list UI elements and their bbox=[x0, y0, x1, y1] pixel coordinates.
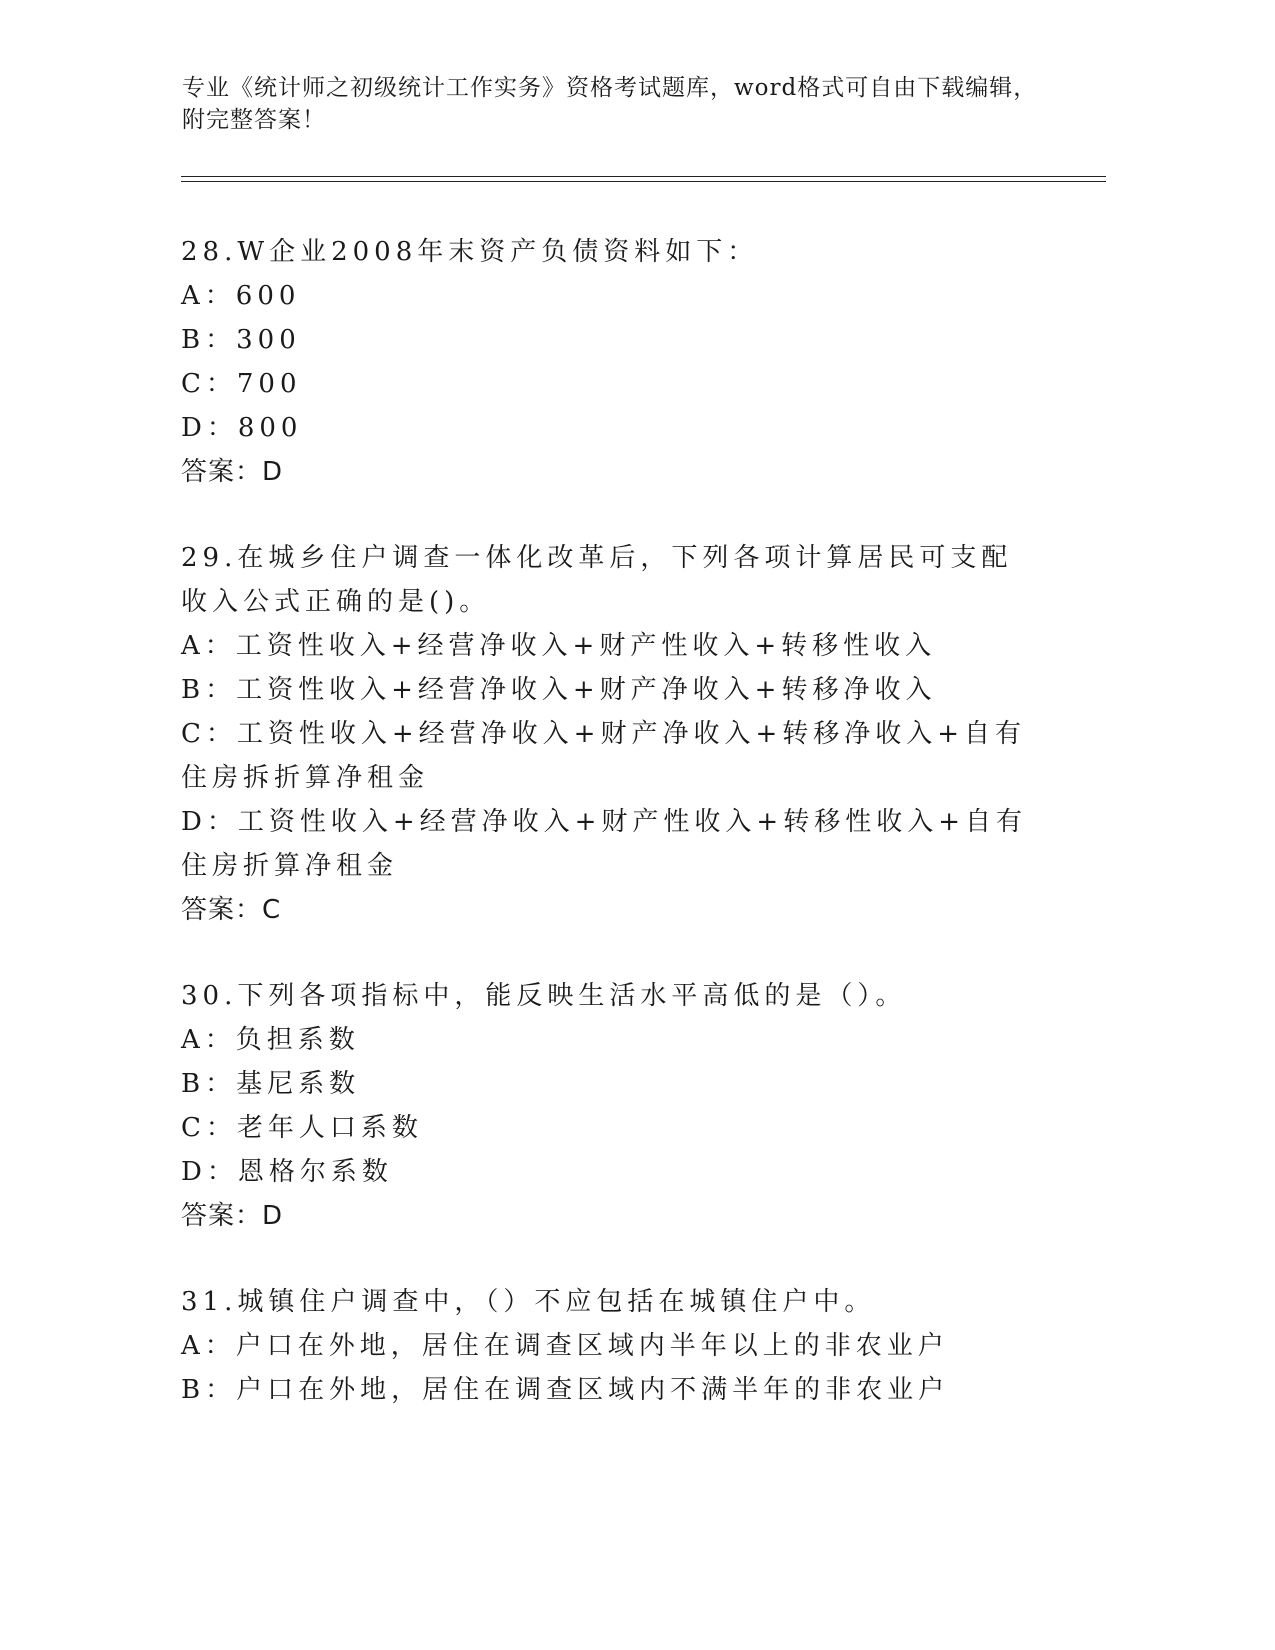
question-stem: 28.W企业2008年末资产负债资料如下： bbox=[181, 237, 759, 267]
option-c: C：工资性收入+经营净收入+财产净收入+转移净收入+自有住房拆折算净租金 bbox=[181, 719, 1027, 793]
option-b: B：基尼系数 bbox=[181, 1069, 361, 1099]
option-d: D：800 bbox=[181, 413, 303, 443]
header-line-1: 专业《统计师之初级统计工作实务》资格考试题库，word格式可自由下载编辑， bbox=[182, 75, 1038, 101]
question-stem: 30.下列各项指标中，能反映生活水平高低的是（）。 bbox=[181, 981, 907, 1011]
question-stem: 29.在城乡住户调查一体化改革后，下列各项计算居民可支配收入公式正确的是()。 bbox=[181, 543, 1013, 617]
option-b: B：300 bbox=[181, 325, 301, 355]
header-divider-bottom bbox=[181, 181, 1106, 182]
option-c: C：老年人口系数 bbox=[181, 1113, 423, 1143]
option-d: D：工资性收入+经营净收入+财产性收入+转移性收入+自有住房折算净租金 bbox=[181, 807, 1027, 881]
question-31 bbox=[181, 1280, 1081, 1412]
option-a: A：负担系数 bbox=[181, 1025, 360, 1055]
option-c: C：700 bbox=[181, 369, 302, 399]
option-b: B：户口在外地，居住在调查区域内不满半年的非农业户 bbox=[181, 1375, 950, 1405]
header-line-2: 附完整答案！ bbox=[182, 107, 326, 133]
answer: 答案：D bbox=[181, 1201, 284, 1231]
question-28 bbox=[181, 230, 1081, 494]
option-a: A：600 bbox=[181, 281, 301, 311]
answer: 答案：C bbox=[181, 895, 282, 925]
option-a: A：户口在外地，居住在调查区域内半年以上的非农业户 bbox=[181, 1331, 949, 1361]
question-list bbox=[181, 230, 1081, 1412]
option-a: A：工资性收入+经营净收入+财产性收入+转移性收入 bbox=[181, 631, 937, 661]
document-header bbox=[182, 72, 1062, 136]
question-stem: 31.城镇住户调查中，（）不应包括在城镇住户中。 bbox=[181, 1287, 876, 1317]
question-30 bbox=[181, 974, 1081, 1238]
question-29 bbox=[181, 536, 1081, 932]
option-d: D：恩格尔系数 bbox=[181, 1157, 393, 1187]
answer: 答案：D bbox=[181, 457, 284, 487]
header-divider-top bbox=[181, 176, 1106, 177]
option-b: B：工资性收入+经营净收入+财产净收入+转移净收入 bbox=[181, 675, 937, 705]
